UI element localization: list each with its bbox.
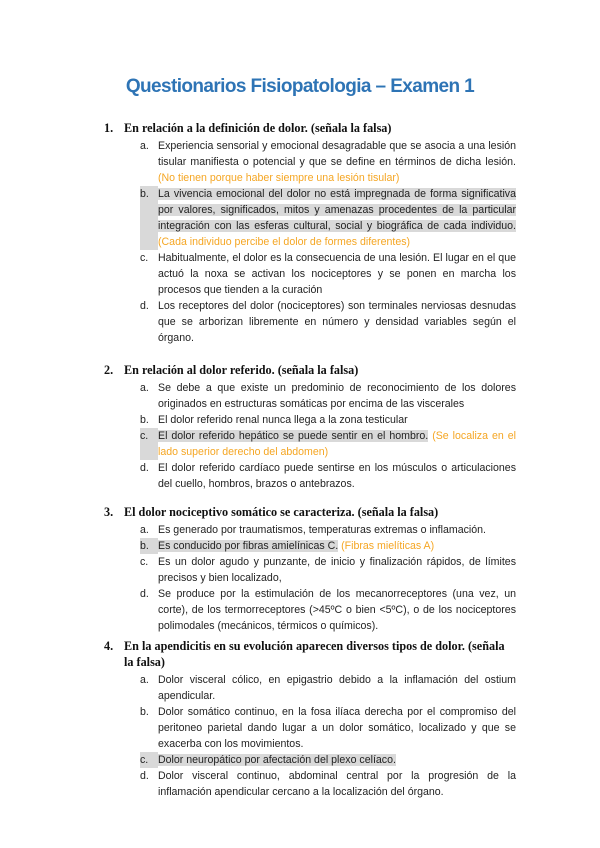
option-letter: d. (140, 588, 149, 600)
option-letter: b. (140, 186, 158, 250)
question-text: El dolor nociceptivo somático se caracteriza. (señala la falsa) (124, 505, 439, 519)
answer-option (0, 250, 600, 298)
answer-option (0, 554, 600, 586)
question-heading (0, 504, 600, 520)
question-4 (0, 638, 600, 800)
question-number: 4. (104, 639, 114, 653)
option-letter: c. (140, 752, 158, 768)
question-list (0, 120, 600, 800)
question-text: En la apendicitis en su evolución aparecen diversos tipos de dolor. (señala la falsa) (124, 639, 505, 669)
answer-option-highlighted (0, 752, 600, 768)
option-text: Se debe a que existe un predominio de reconocimiento de los dolores originados en estructuras somáticas por encima de las viscerales (158, 382, 516, 410)
option-text: Se produce por la estimulación de los mecanorreceptores (una vez, un corte), de los termorreceptores (>45ºC o bien <5ºC), o de los nociceptores polimodales (mecánicos, térmicos o químicos). (158, 588, 516, 632)
answer-option (0, 412, 600, 428)
answer-option-highlighted (0, 428, 600, 460)
option-text: Los receptores del dolor (nociceptores) son terminales nerviosas desnudas que se arborizan libremente en número y densidad variables según el órgano. (158, 300, 516, 344)
option-letter: c. (140, 556, 149, 568)
option-text: Es generado por traumatismos, temperaturas extremas o inflamación. (158, 524, 486, 536)
option-letter: d. (140, 462, 149, 474)
answer-option (0, 380, 600, 412)
option-note: (No tienen porque haber siempre una lesión tisular) (158, 172, 400, 184)
option-text: El dolor referido cardíaco puede sentirse en los músculos o articulaciones del cuello, hombros, brazos o antebrazos. (158, 462, 516, 490)
option-letter: b. (140, 414, 149, 426)
answer-option (0, 672, 600, 704)
option-letter: d. (140, 770, 149, 782)
option-text: Dolor visceral continuo, abdominal central por la progresión de la inflamación apendicular cercano a la localización del órgano. (158, 770, 516, 798)
option-text: El dolor referido renal nunca llega a la zona testicular (158, 414, 408, 426)
question-number: 1. (104, 121, 114, 135)
option-text: El dolor referido hepático se puede sentir en el hombro. (158, 430, 429, 442)
page-title: Questionarios Fisiopatologia – Examen 1 (125, 76, 475, 97)
option-text: Es conducido por fibras amielínicas C. (158, 540, 339, 552)
option-text: Dolor neuropático por afectación del plexo celíaco. (158, 754, 396, 766)
option-text: Habitualmente, el dolor es la consecuencia de una lesión. El lugar en el que actuó la noxa se activan los nociceptores y se ponen en marcha los procesos que tienden a la curación (158, 252, 516, 296)
question-number: 3. (104, 505, 114, 519)
option-letter: a. (140, 140, 149, 152)
question-text: En relación al dolor referido. (señala la falsa) (124, 363, 359, 377)
question-2 (0, 362, 600, 492)
option-letter: d. (140, 300, 149, 312)
answer-option (0, 460, 600, 492)
option-text: Dolor somático continuo, en la fosa ilíaca derecha por el compromiso del peritoneo parietal dando lugar a un dolor somático, localizado y que se exacerba con los movimientos. (158, 706, 516, 750)
option-letter: a. (140, 674, 149, 686)
option-text: Es un dolor agudo y punzante, de inicio y finalización rápidos, de límites precisos y bien localizado, (158, 556, 516, 584)
question-heading (0, 362, 600, 378)
option-letter: a. (140, 524, 149, 536)
answer-option (0, 586, 600, 634)
option-letter: c. (140, 428, 158, 460)
option-note: (Fibras mielíticas A) (341, 540, 435, 552)
answer-option-highlighted (0, 538, 600, 554)
question-heading (0, 120, 600, 136)
answer-option-highlighted (0, 186, 600, 250)
option-note: (Cada individuo percibe el dolor de formes diferentes) (158, 236, 411, 248)
option-letter: a. (140, 382, 149, 394)
option-letter: c. (140, 252, 149, 264)
option-text: La vivencia emocional del dolor no está impregnada de forma significativa por valores, significados, mitos y amenazas procedentes de la particular integración con las esferas cultural, social y biográfica de cada individuo. (158, 188, 516, 232)
answer-option (0, 138, 600, 186)
question-3 (0, 504, 600, 634)
option-text: Dolor visceral cólico, en epigastrio debido a la inflamación del ostium apendicular. (158, 674, 516, 702)
option-note: (Se localiza en el lado superior derecho del abdomen) (158, 430, 516, 458)
answer-option (0, 704, 600, 752)
question-heading (0, 638, 600, 670)
question-number: 2. (104, 363, 114, 377)
option-text: Experiencia sensorial y emocional desagradable que se asocia a una lesión tisular manifiesta o potencial y que se define en términos de dicha lesión. (158, 140, 516, 168)
option-letter: b. (140, 538, 158, 554)
option-letter: b. (140, 706, 149, 718)
question-text: En relación a la definición de dolor. (señala la falsa) (124, 121, 392, 135)
answer-option (0, 522, 600, 538)
answer-option (0, 768, 600, 800)
question-1 (0, 120, 600, 346)
answer-option (0, 298, 600, 346)
